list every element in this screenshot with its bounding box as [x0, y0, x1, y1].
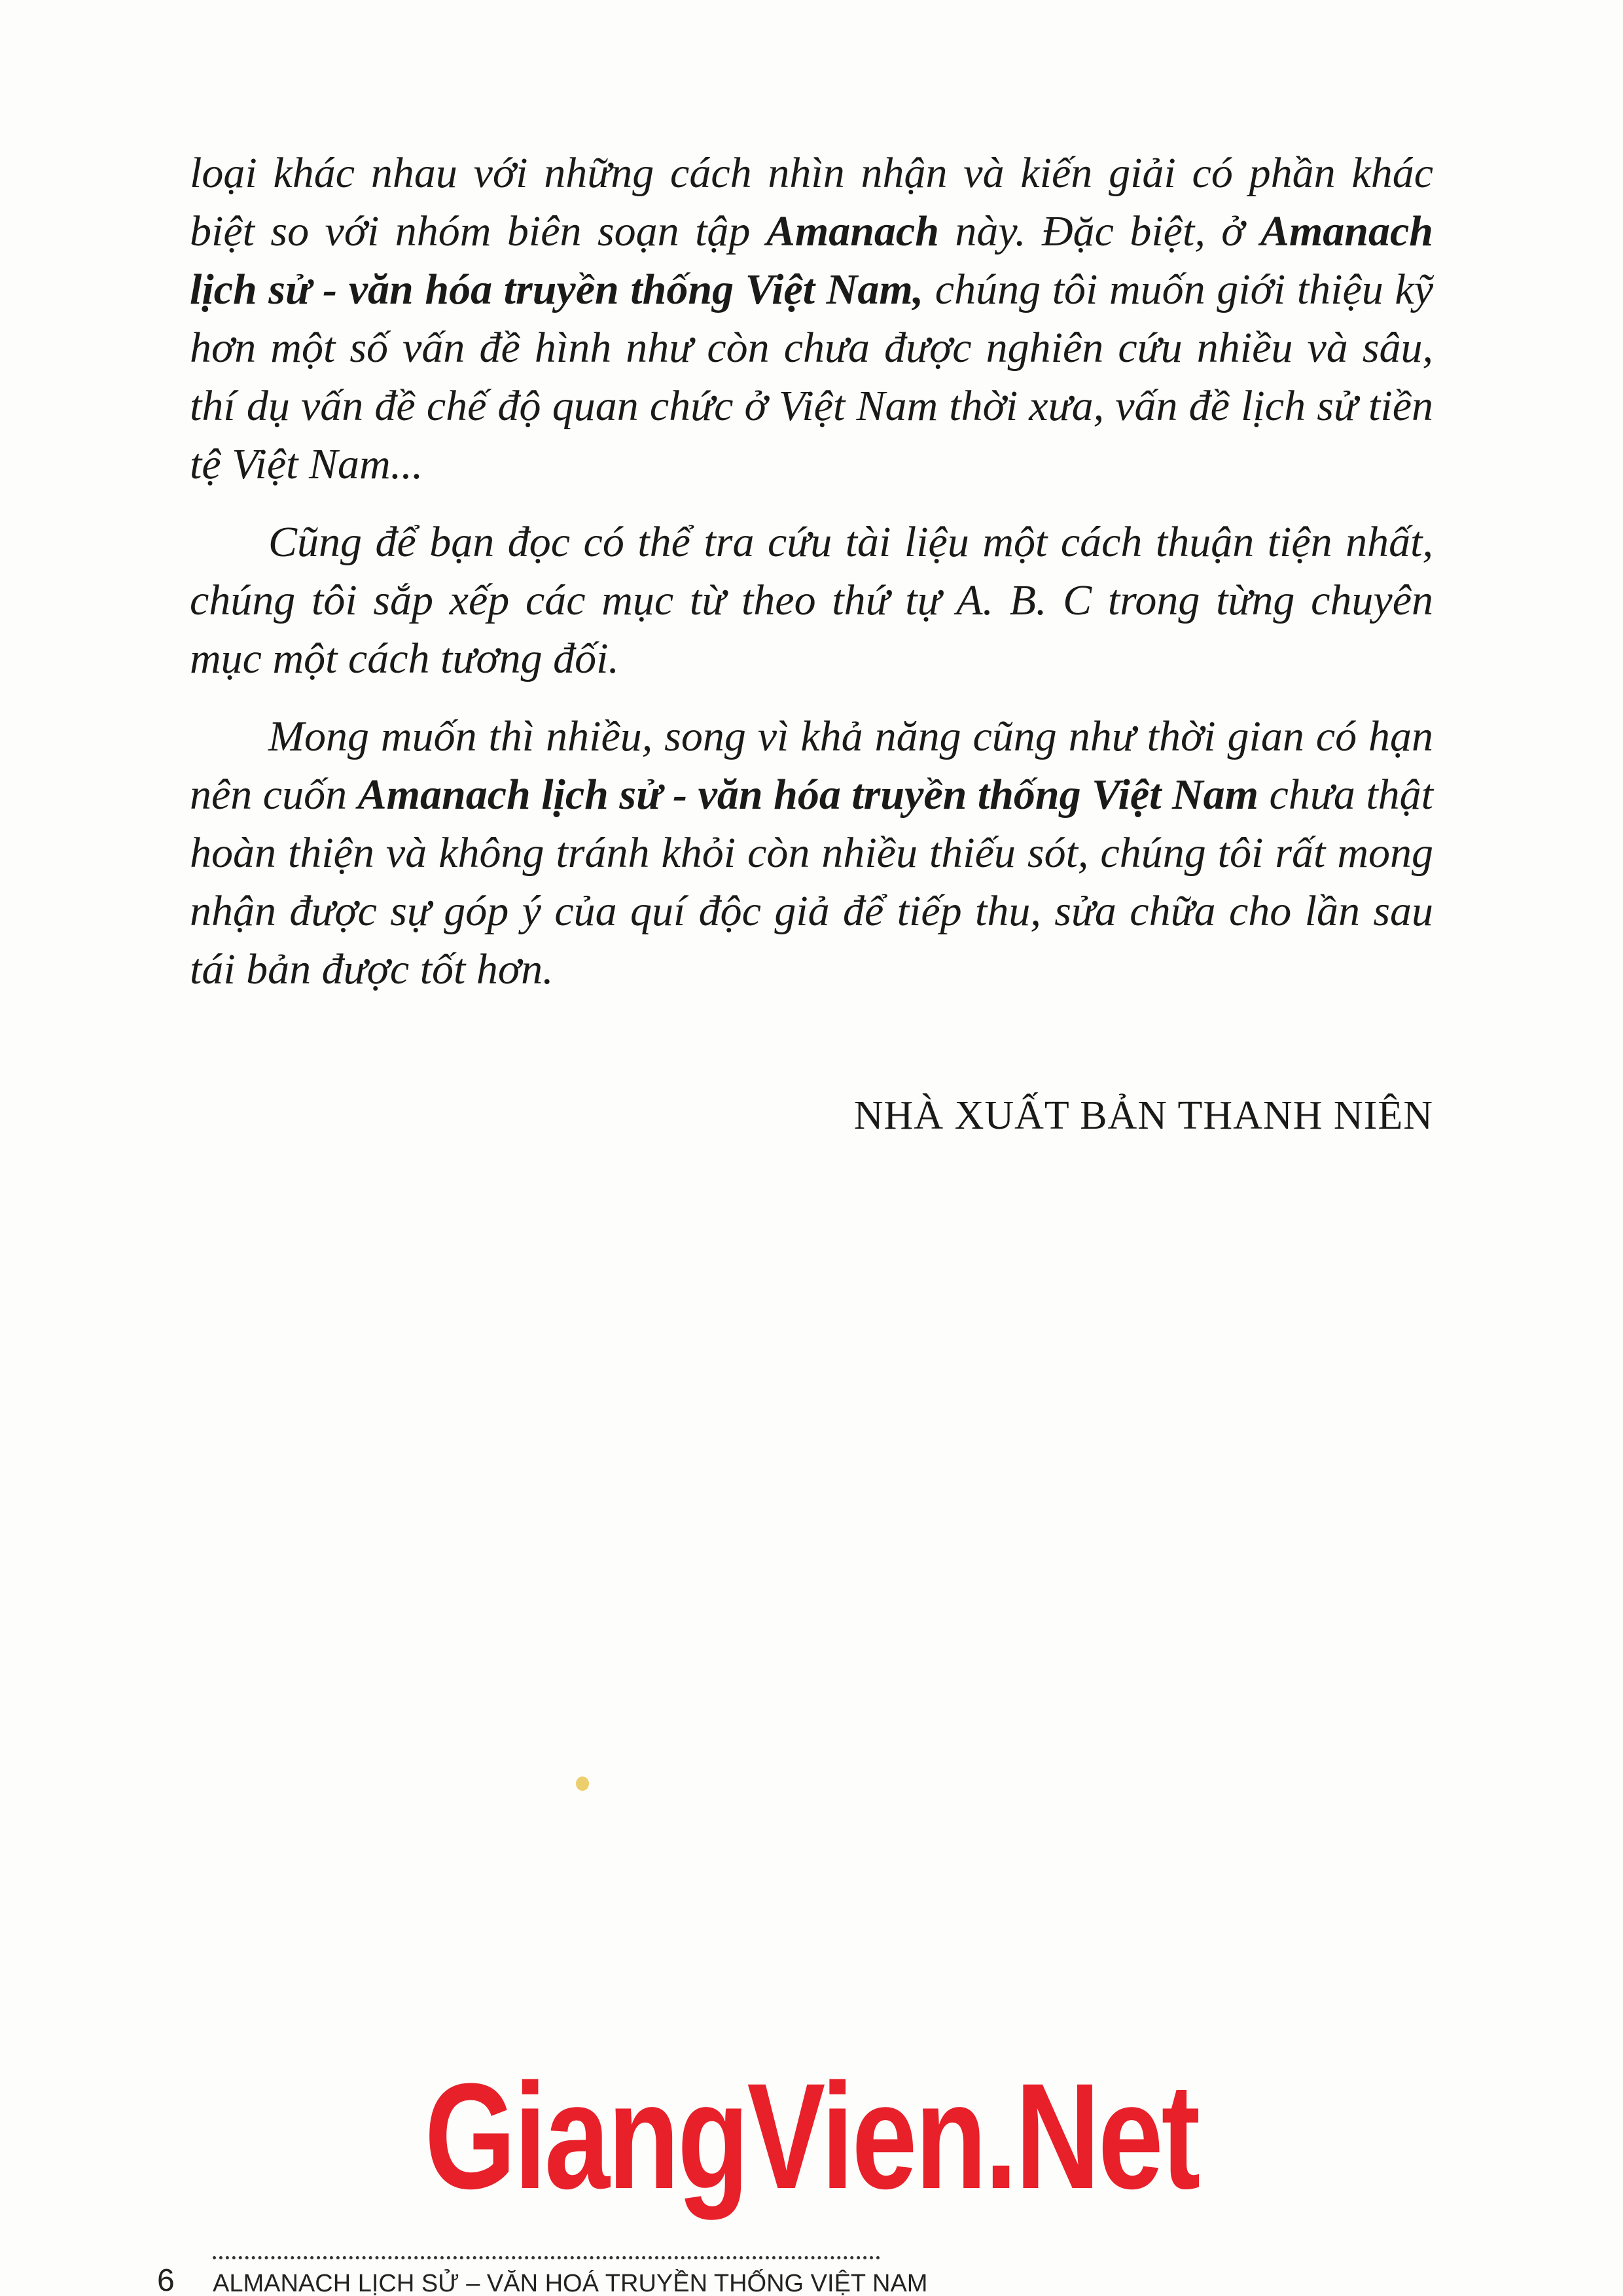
footer-dotted-rule: [213, 2256, 880, 2259]
paragraph-3-part-c: chưa thật hoàn thiện và không tránh khỏi còn nhiều thiếu sót, chúng tôi rất mong nhận được sự góp ý của quí độc giả để tiếp thu, sửa chữa cho lần sau tái bản được tốt hơn.: [190, 771, 1434, 993]
paragraph-3-part-a: Mong muốn thì nhiều, song vì khả năng cũng như thời gian có hạn nên cuốn: [190, 713, 1433, 819]
publisher-signature: NHÀ XUẤT BẢN THANH NIÊN: [853, 1093, 1433, 1138]
running-footer-title: ALMANACH LỊCH SỬ – VĂN HOÁ TRUYỀN THỐNG VIỆT NAM: [213, 2270, 928, 2296]
paper-smudge: [576, 1776, 589, 1791]
body-text: [190, 144, 1433, 1018]
page-number: 6: [157, 2263, 175, 2296]
paragraph-1-part-e: chúng tôi muốn giới thiệu kỹ hơn một số vấn đề hình như còn chưa được nghiên cứu nhiều và sâu, thí dụ vấn đề chế độ quan chức ở Việt Nam thời xưa, vấn đề lịch sử tiền tệ Việt Nam...: [190, 266, 1434, 488]
paragraph-1-part-a: loại khác nhau với những cách nhìn nhận và kiến giải có phần khác biệt so với nhóm biên soạn tập: [190, 149, 1433, 255]
paragraph-2: Cũng để bạn đọc có thể tra cứu tài liệu một cách thuận tiện nhất, chúng tôi sắp xếp các mục từ theo thứ tự A. B. C trong từng chuyên mục một cách tương đối.: [190, 518, 1433, 682]
paragraph-1: [190, 144, 1433, 493]
book-title-full: Amanach lịch sử - văn hóa truyền thống Việt Nam,: [190, 207, 1433, 313]
book-title-short: Amanach: [766, 207, 939, 255]
book-title-full-2: Amanach lịch sử - văn hóa truyền thống Việt Nam: [357, 771, 1259, 819]
paragraph-3: [190, 707, 1433, 998]
paragraph-1-part-c: này. Đặc biệt, ở: [938, 207, 1260, 255]
watermark-text: GiangVien.Net: [424, 2052, 1199, 2220]
